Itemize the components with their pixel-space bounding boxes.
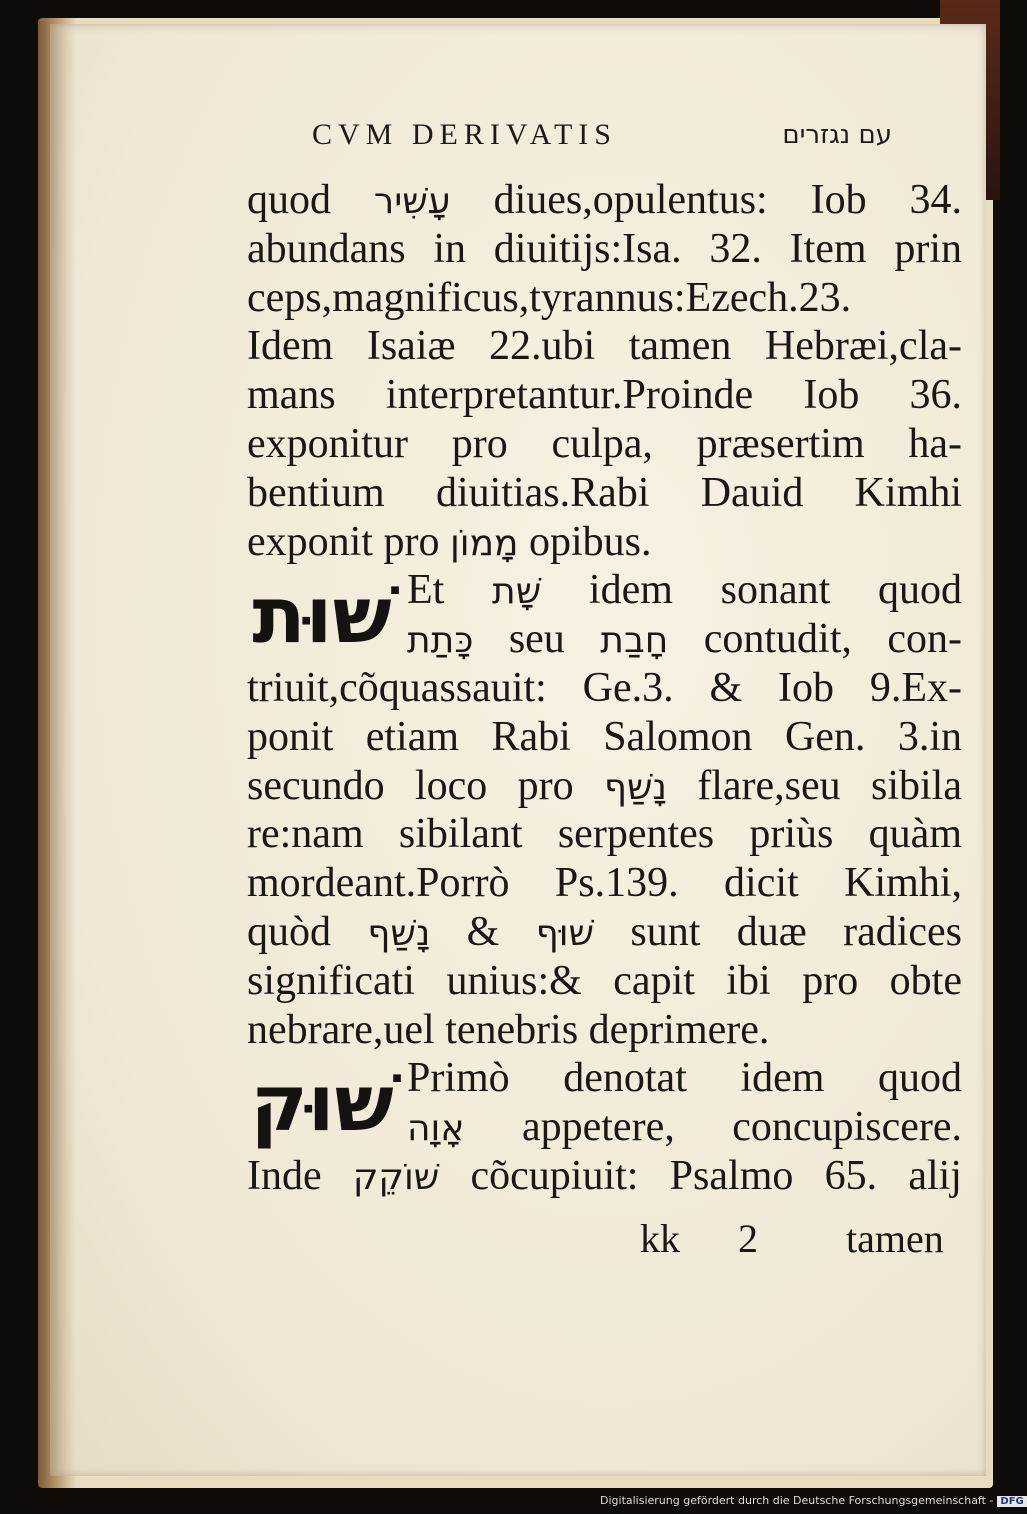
text-segment: appetere, concupiscere. (464, 1104, 962, 1151)
page-footer (588, 1215, 968, 1261)
text-line: Primò denotat idem quod (407, 1055, 962, 1102)
text-line: ponit etiam Rabi Salomon Gen. 3.in (247, 713, 962, 760)
main-text-block (247, 176, 962, 1201)
text-segment: Et (407, 567, 493, 614)
hebrew-word: כָּתַת (407, 620, 474, 662)
running-header (312, 110, 892, 160)
digitization-credit (600, 1494, 1024, 1512)
dfg-logo: DFG (997, 1496, 1026, 1507)
hebrew-word: נָשַׁף (603, 766, 667, 808)
text-line: re:nam sibilant serpentes priùs quàm (247, 811, 962, 858)
text-segment: opibus. (518, 518, 652, 565)
entry-lemma-headword: שׁוּת (252, 571, 392, 662)
text-line: significati unius:& capit ibi pro obte (247, 957, 962, 1004)
text-segment: cõcupiuit: Psalmo 65. alij (439, 1152, 962, 1199)
text-segment: secundo loco pro (247, 762, 604, 809)
text-segment: flare,seu sibila (666, 762, 962, 809)
hebrew-word: שָׁת (492, 571, 542, 613)
catchword: tamen (846, 1216, 944, 1261)
text-segment: diues,opulentus: Iob 34. (450, 177, 963, 223)
dictionary-entry (247, 566, 962, 1054)
entry-lemma-headword: שׁוּק (250, 1059, 394, 1150)
text-segment: exponit pro (247, 518, 450, 565)
text-segment: quod (247, 177, 374, 223)
text-line: abundans in diuitijs:Isa. 32. Item prin (247, 225, 962, 272)
dictionary-entry (247, 1054, 962, 1200)
text-line (247, 176, 962, 225)
text-line (247, 1152, 962, 1201)
text-segment: & (430, 908, 536, 955)
signature-mark: kk (640, 1216, 680, 1261)
signature-number: 2 (738, 1216, 758, 1261)
hebrew-word: עָשִׁיר (373, 181, 451, 222)
text-segment: idem sonant quod (541, 567, 962, 614)
hebrew-word: אָוָה (407, 1108, 465, 1150)
text-line: mordeant.Porrò Ps.139. dicit Kimhi, (247, 860, 962, 907)
text-line: exponitur pro culpa, præsertim ha- (247, 420, 962, 467)
header-latin-title: CVM DERIVATIS (312, 118, 617, 151)
hebrew-word: שׁוֹקֵק (352, 1156, 440, 1198)
text-line: Idem Isaiæ 22.ubi tamen Hebræi,cla- (247, 323, 962, 370)
credit-text: Digitalisierung gefördert durch die Deutsche Forschungsgemeinschaft - (600, 1494, 994, 1507)
hebrew-word: חָבַת (600, 620, 669, 662)
text-line: nebrare,uel tenebris deprimere. (247, 1006, 770, 1053)
text-line (247, 762, 962, 811)
text-line: mans interpretantur.Proinde Iob 36. (247, 372, 962, 419)
text-line: bentium diuitias.Rabi Dauid Kimhi (247, 469, 962, 516)
text-segment: Inde (247, 1152, 353, 1199)
text-segment: seu (473, 616, 601, 663)
hebrew-word: שׁוּף (535, 912, 595, 954)
page-gutter-shadow (50, 24, 76, 1476)
text-segment: quòd (247, 908, 368, 955)
text-line (247, 518, 962, 567)
hebrew-word: נָשַׁף (367, 912, 431, 954)
text-line: ceps,magnificus,tyrannus:Ezech.23. (247, 274, 852, 321)
header-hebrew-title: עם נגזרים (782, 120, 892, 150)
text-segment: contudit, con- (668, 616, 962, 663)
hebrew-word: מָמוֹן (449, 522, 519, 564)
text-segment: sunt duæ radices (594, 908, 963, 955)
text-line: triuit,cõquassauit: Ge.3. & Iob 9.Ex- (247, 664, 962, 711)
text-line (247, 908, 962, 957)
